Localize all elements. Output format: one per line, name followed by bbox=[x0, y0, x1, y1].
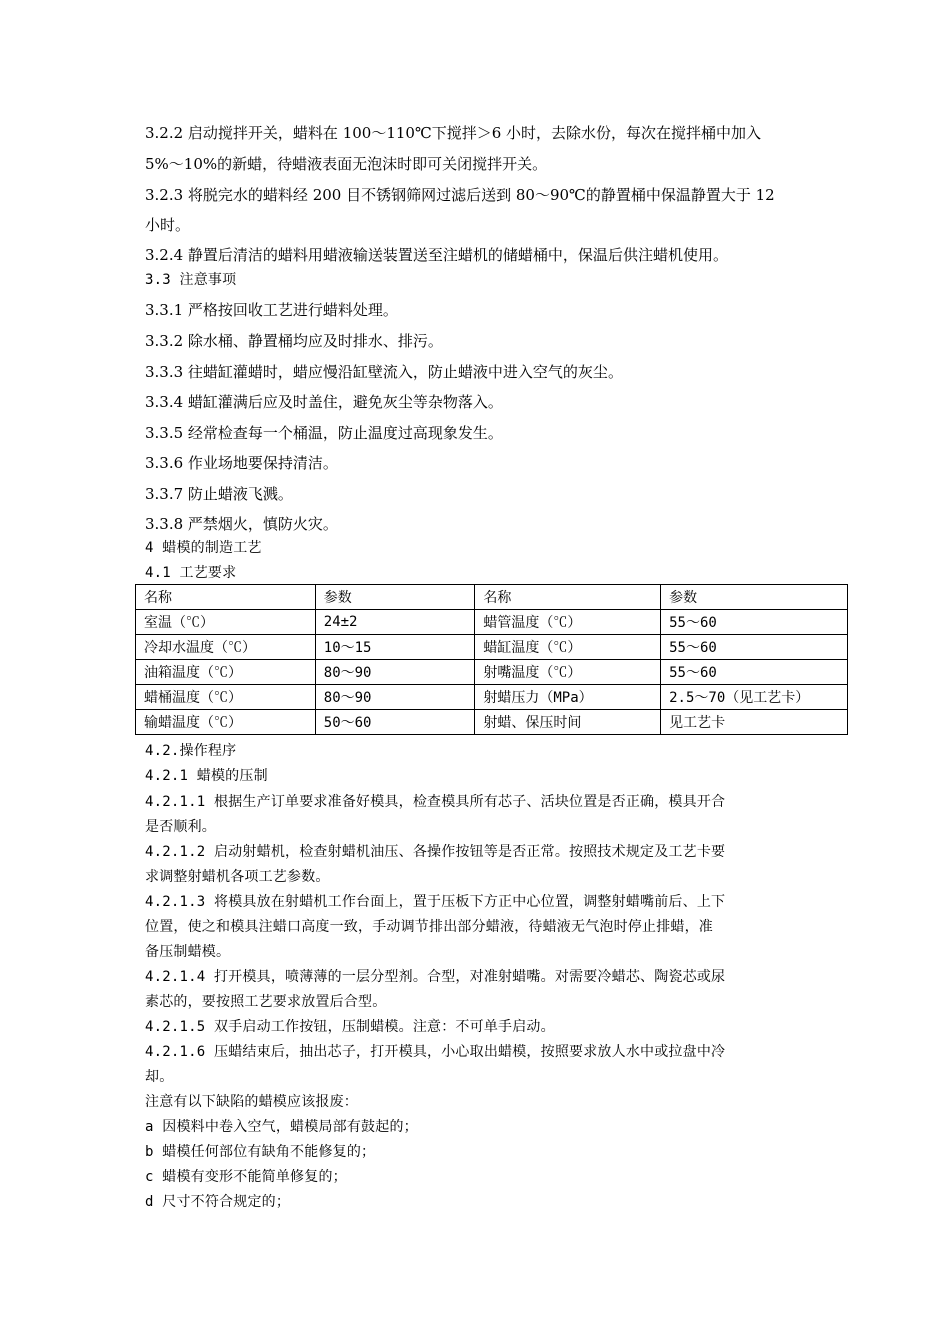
table-cell: 蜡管温度（℃） bbox=[475, 610, 661, 635]
table-cell: 射嘴温度（℃） bbox=[475, 660, 661, 685]
table-cell: 见工艺卡 bbox=[661, 710, 848, 735]
paragraph-3-2-2-line1: 3.2.2 启动搅拌开关，蜡料在 100～110℃下搅拌＞6 小时，去除水份，每次在搅拌桶中加入 bbox=[145, 124, 762, 142]
table-cell: 输蜡温度（℃） bbox=[136, 710, 316, 735]
table-row bbox=[136, 710, 848, 735]
section-4-2-heading: 4.2.操作程序 bbox=[145, 743, 237, 759]
paragraph-line: 4.2.1.2 启动射蜡机，检查射蜡机油压、各操作按钮等是否正常。按照技术规定及工艺卡要 bbox=[145, 844, 726, 860]
paragraph-line: 却。 bbox=[145, 1069, 174, 1085]
table-row bbox=[136, 635, 848, 660]
table-cell: 55～60 bbox=[661, 660, 848, 685]
list-item: c 蜡模有变形不能简单修复的； bbox=[145, 1169, 347, 1185]
table-cell: 蜡缸温度（℃） bbox=[475, 635, 661, 660]
table-cell: 室温（℃） bbox=[136, 610, 316, 635]
section-4-2-1-heading: 4.2.1 蜡模的压制 bbox=[145, 768, 268, 784]
paragraph-line: 4.2.1.4 打开模具，喷薄薄的一层分型剂。合型，对准射蜡嘴。对需要冷蜡芯、陶瓷芯或尿 bbox=[145, 969, 726, 985]
list-item: a 因模料中卷入空气，蜡模局部有鼓起的； bbox=[145, 1119, 418, 1135]
paragraph-line: 是否顺利。 bbox=[145, 819, 216, 835]
table-row bbox=[136, 685, 848, 710]
table-cell: 10～15 bbox=[315, 635, 475, 660]
list-item: 3.3.1 严格按回收工艺进行蜡料处理。 bbox=[145, 301, 398, 319]
table-header-row bbox=[136, 585, 848, 610]
paragraph-line: 备压制蜡模。 bbox=[145, 944, 231, 960]
table-header-cell: 名称 bbox=[136, 585, 316, 610]
list-item: 3.3.6 作业场地要保持清洁。 bbox=[145, 454, 338, 472]
list-item: 3.3.4 蜡缸灌满后应及时盖住，避免灰尘等杂物落入。 bbox=[145, 393, 503, 411]
table-cell: 55～60 bbox=[661, 610, 848, 635]
table-row bbox=[136, 660, 848, 685]
paragraph-line: 4.2.1.3 将模具放在射蜡机工作台面上，置于压板下方正中心位置，调整射蜡嘴前后、上下 bbox=[145, 894, 726, 910]
list-item: 3.3.5 经常检查每一个桶温，防止温度过高现象发生。 bbox=[145, 424, 503, 442]
table-cell: 55～60 bbox=[661, 635, 848, 660]
paragraph-line: 4.2.1.5 双手启动工作按钮，压制蜡模。注意：不可单手启动。 bbox=[145, 1019, 555, 1035]
paragraph-line: 位置，使之和模具注蜡口高度一致，手动调节排出部分蜡液，待蜡液无气泡时停止排蜡，准 bbox=[145, 919, 713, 935]
paragraph-line: 素芯的，要按照工艺要求放置后合型。 bbox=[145, 994, 387, 1010]
list-item: 3.3.2 除水桶、静置桶均应及时排水、排污。 bbox=[145, 332, 443, 350]
table-cell: 冷却水温度（℃） bbox=[136, 635, 316, 660]
paragraph-3-2-4: 3.2.4 静置后清洁的蜡料用蜡液输送装置送至注蜡机的储蜡桶中，保温后供注蜡机使用。 bbox=[145, 246, 728, 264]
list-item: 3.3.8 严禁烟火，慎防火灾。 bbox=[145, 515, 338, 533]
table-cell: 80～90 bbox=[315, 660, 475, 685]
list-item: 3.3.7 防止蜡液飞溅。 bbox=[145, 485, 293, 503]
table-cell: 2.5～70（见工艺卡） bbox=[661, 685, 848, 710]
section-4-heading: 4 蜡模的制造工艺 bbox=[145, 540, 262, 556]
table-header-cell: 参数 bbox=[661, 585, 848, 610]
section-4-1-heading: 4.1 工艺要求 bbox=[145, 565, 237, 581]
paragraph-line: 求调整射蜡机各项工艺参数。 bbox=[145, 869, 330, 885]
table-cell: 射蜡、保压时间 bbox=[475, 710, 661, 735]
table-cell: 蜡桶温度（℃） bbox=[136, 685, 316, 710]
table-cell: 50～60 bbox=[315, 710, 475, 735]
process-parameter-table bbox=[135, 584, 848, 735]
paragraph-3-2-2-line2: 5%～10%的新蜡，待蜡液表面无泡沫时即可关闭搅拌开关。 bbox=[145, 155, 548, 173]
table-header-cell: 名称 bbox=[475, 585, 661, 610]
table-cell: 油箱温度（℃） bbox=[136, 660, 316, 685]
paragraph-line: 4.2.1.6 压蜡结束后，抽出芯子，打开模具，小心取出蜡模，按照要求放人水中或拉盘中冷 bbox=[145, 1044, 726, 1060]
paragraph-3-2-3-line2: 小时。 bbox=[145, 216, 191, 234]
paragraph-3-2-3-line1: 3.2.3 将脱完水的蜡料经 200 目不锈钢筛网过滤后送到 80～90℃的静置桶中保温静置大于 12 bbox=[145, 186, 775, 204]
list-item: 3.3.3 往蜡缸灌蜡时，蜡应慢沿缸壁流入，防止蜡液中进入空气的灰尘。 bbox=[145, 363, 623, 381]
list-item: d 尺寸不符合规定的； bbox=[145, 1194, 291, 1210]
table-cell: 24±2 bbox=[315, 610, 475, 635]
table-row bbox=[136, 610, 848, 635]
paragraph-line: 注意有以下缺陷的蜡模应该报废： bbox=[145, 1094, 358, 1110]
table-cell: 射蜡压力（MPa） bbox=[475, 685, 661, 710]
table-header-cell: 参数 bbox=[315, 585, 475, 610]
list-item: b 蜡模任何部位有缺角不能修复的； bbox=[145, 1144, 376, 1160]
paragraph-line: 4.2.1.1 根据生产订单要求准备好模具，检查模具所有芯子、活块位置是否正确，模具开合 bbox=[145, 794, 726, 810]
table-cell: 80～90 bbox=[315, 685, 475, 710]
section-3-3-heading: 3.3 注意事项 bbox=[145, 272, 237, 288]
